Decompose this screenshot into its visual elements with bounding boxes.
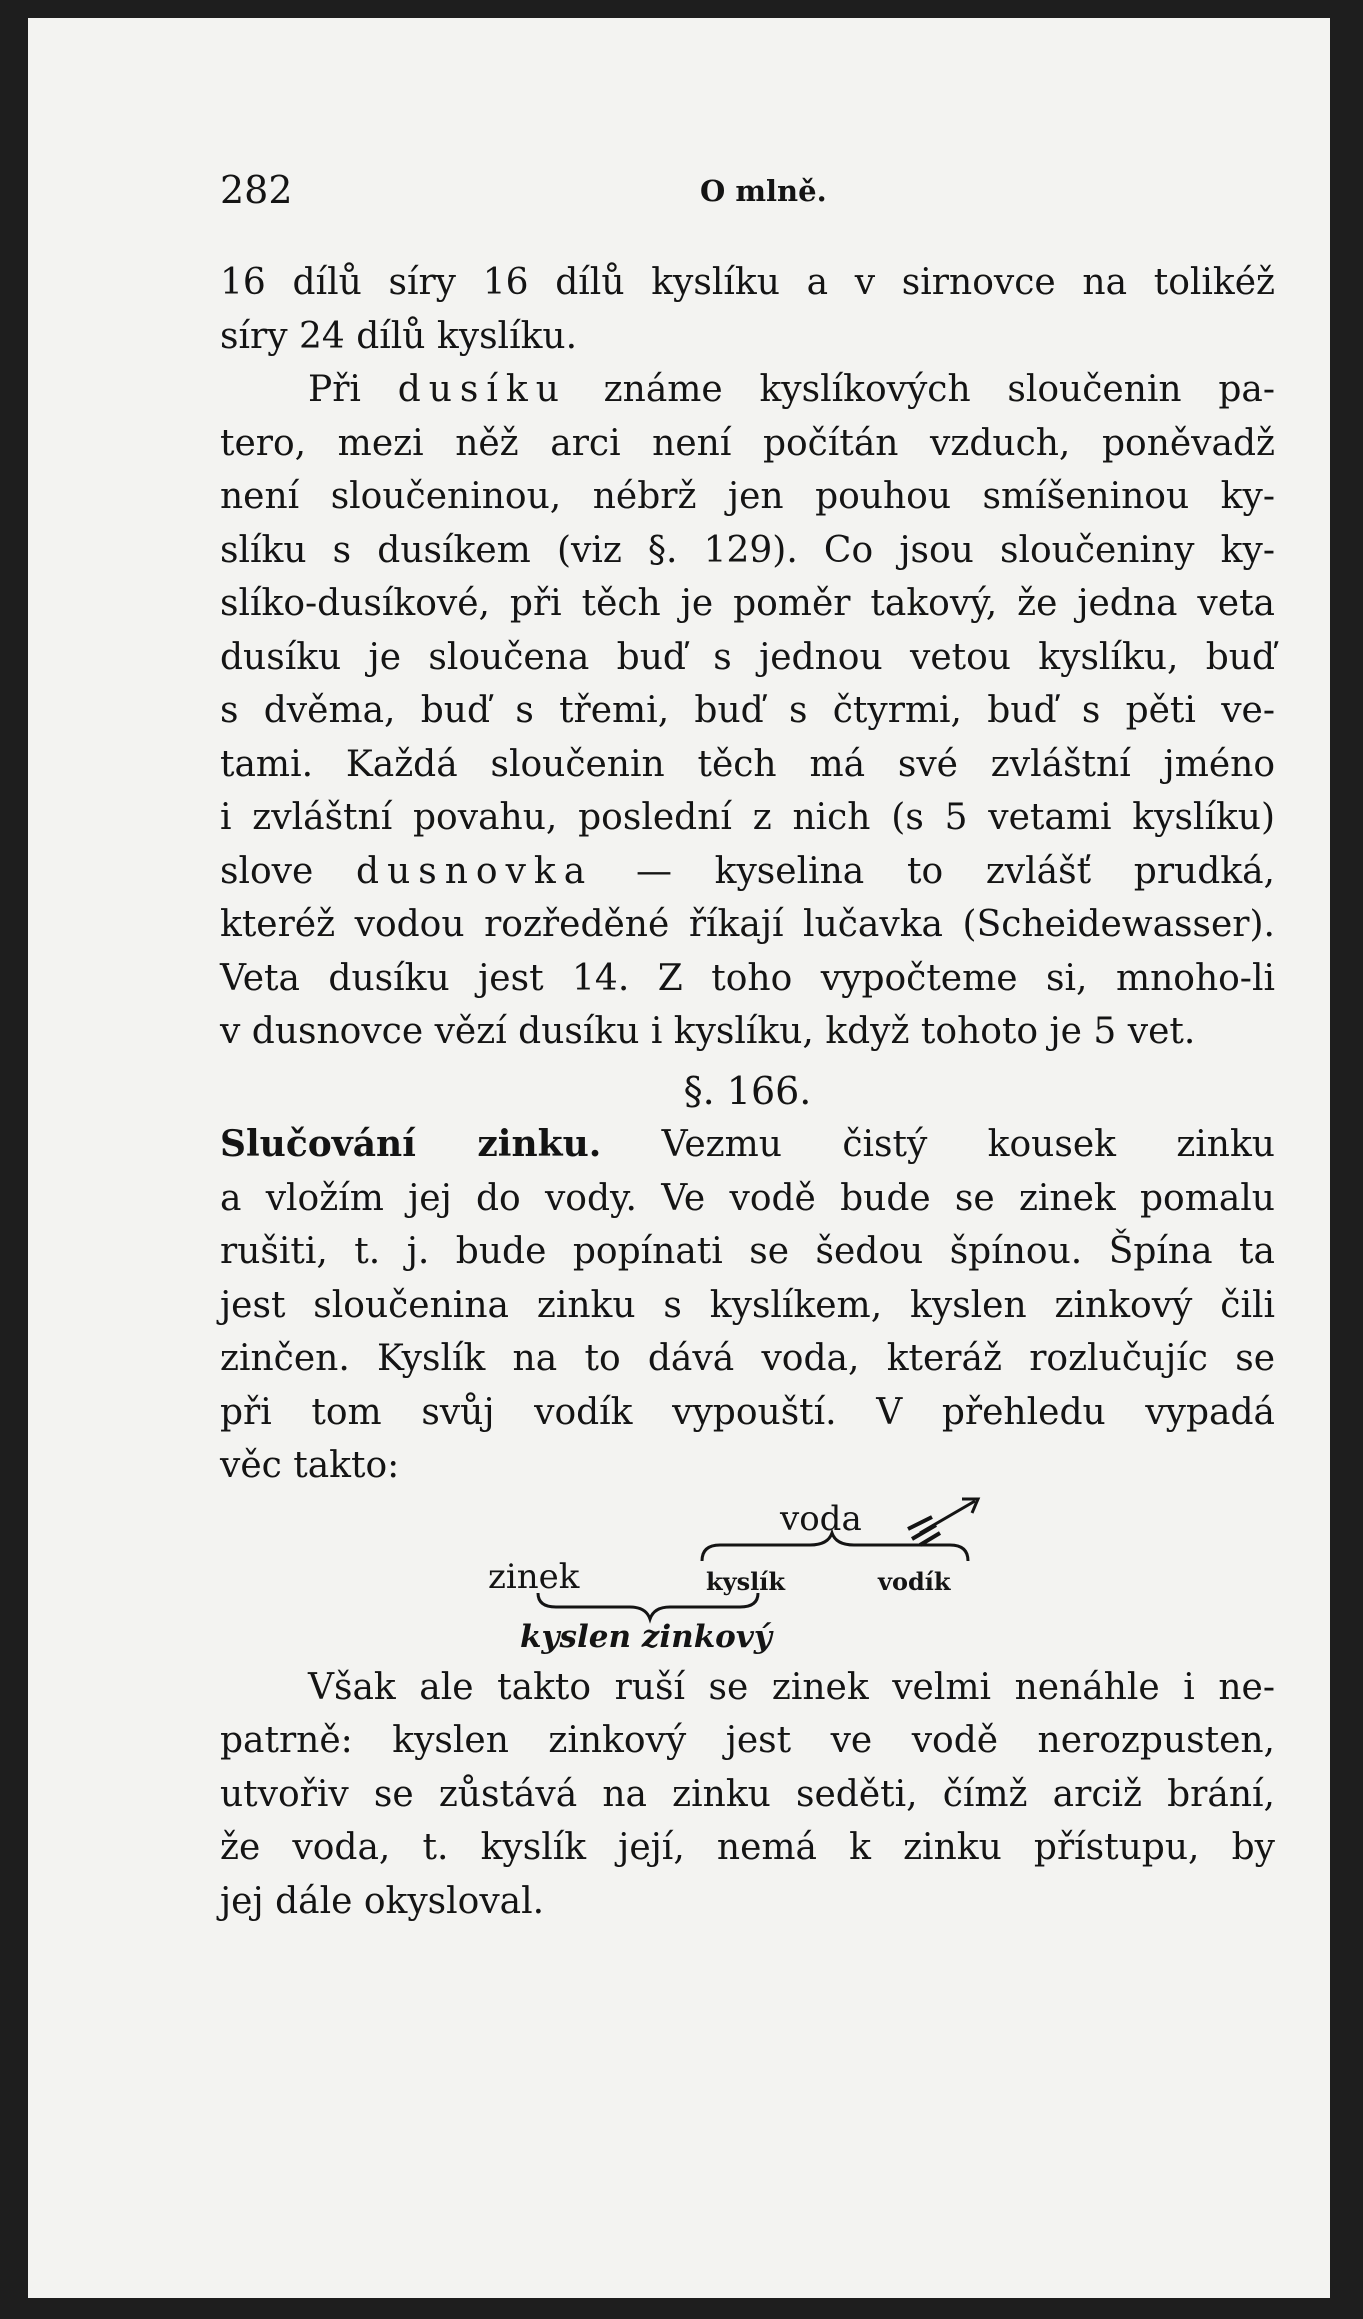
label-zinek: zinek xyxy=(488,1556,580,1597)
text-line: tami. Každá sloučenin těch má své zvláštní jméno xyxy=(220,743,1275,785)
text-fragment: slove xyxy=(220,850,357,892)
text-fragment: známe kyslíkových sloučenin pa- xyxy=(566,369,1276,410)
spaced-term-dusnovka: dusnovka xyxy=(356,850,594,892)
page-number: 282 xyxy=(220,168,293,212)
text-line: patrně: kyslen zinkový jest ve vodě nerozpusten, xyxy=(220,1720,1275,1761)
label-kyslik: kyslík xyxy=(706,1566,785,1596)
text-line: jest sloučenina zinku s kyslíkem, kyslen zinkový čili xyxy=(220,1284,1275,1326)
text-line: tero, mezi něž arci není počítán vzduch, poněvadž xyxy=(220,422,1275,464)
page-header xyxy=(220,168,1270,238)
text-fragment: Vezmu čistý kousek zinku xyxy=(601,1124,1275,1165)
reaction-diagram xyxy=(220,1493,1275,1661)
text-line xyxy=(220,845,1275,899)
text-line: a vložím jej do vody. Ve vodě bude se zinek pomalu xyxy=(220,1177,1275,1219)
text-fragment: — kyselina to zvlášť prudká, xyxy=(593,850,1275,892)
text-line: utvořiv se zůstává na zinku seděti, čímž arciž brání, xyxy=(220,1773,1275,1815)
text-line: Však ale takto ruší se zinek velmi nenáhle i ne- xyxy=(308,1666,1275,1708)
running-title: O mlně. xyxy=(700,174,827,208)
text-line: 16 dílů síry 16 dílů kyslíku a v sirnovce na tolikéž xyxy=(220,262,1275,303)
text-line: i zvláštní povahu, poslední z nich (s 5 vetami kyslíku) xyxy=(220,797,1275,838)
arrow-feather-icon xyxy=(908,1517,940,1545)
body-text xyxy=(220,256,1275,1928)
text-fragment: Při xyxy=(308,369,398,410)
label-vodik: vodík xyxy=(878,1566,951,1596)
text-line: slíko-dusíkové, při těch je poměr takový, že jedna veta xyxy=(220,583,1275,624)
paragraph-lead: Slučování zinku. xyxy=(220,1123,602,1165)
text-line: věc takto: xyxy=(220,1445,400,1486)
text-line: síry 24 dílů kyslíku. xyxy=(220,315,578,357)
label-kyslen-zinkovy: kyslen zinkový xyxy=(520,1618,772,1655)
text-line: dusíku je sloučena buď s jednou vetou kyslíku, buď xyxy=(220,636,1275,678)
text-line xyxy=(220,1118,1275,1172)
text-line: kteréž vodou rozředěné říkají lučavka (Scheidewasser). xyxy=(220,904,1275,945)
text-line: zinčen. Kyslík na to dává voda, kteráž rozlučujíc se xyxy=(220,1338,1275,1379)
text-line xyxy=(220,363,1275,417)
label-voda: voda xyxy=(780,1498,862,1539)
text-line: jej dále okysloval. xyxy=(220,1880,545,1922)
text-line: Veta dusíku jest 14. Z toho vypočteme si, mnoho-li xyxy=(220,957,1275,999)
spaced-term-dusik: dusíku xyxy=(397,369,567,410)
text-line: při tom svůj vodík vypouští. V přehledu vypadá xyxy=(220,1391,1275,1433)
text-line: v dusnovce vězí dusíku i kyslíku, když tohoto je 5 vet. xyxy=(220,1011,1196,1052)
book-page xyxy=(28,18,1330,2298)
text-line: že voda, t. kyslík její, nemá k zinku přístupu, by xyxy=(220,1827,1275,1868)
text-line: slíku s dusíkem (viz §. 129). Co jsou sloučeniny ky- xyxy=(220,529,1275,571)
text-line: s dvěma, buď s třemi, buď s čtyrmi, buď s pěti ve- xyxy=(220,690,1275,731)
section-heading: §. 166. xyxy=(683,1068,812,1113)
text-line: rušiti, t. j. bude popínati se šedou špínou. Špína ta xyxy=(220,1231,1275,1272)
text-line: není sloučeninou, nébrž jen pouhou smíšeninou ky- xyxy=(220,476,1275,517)
